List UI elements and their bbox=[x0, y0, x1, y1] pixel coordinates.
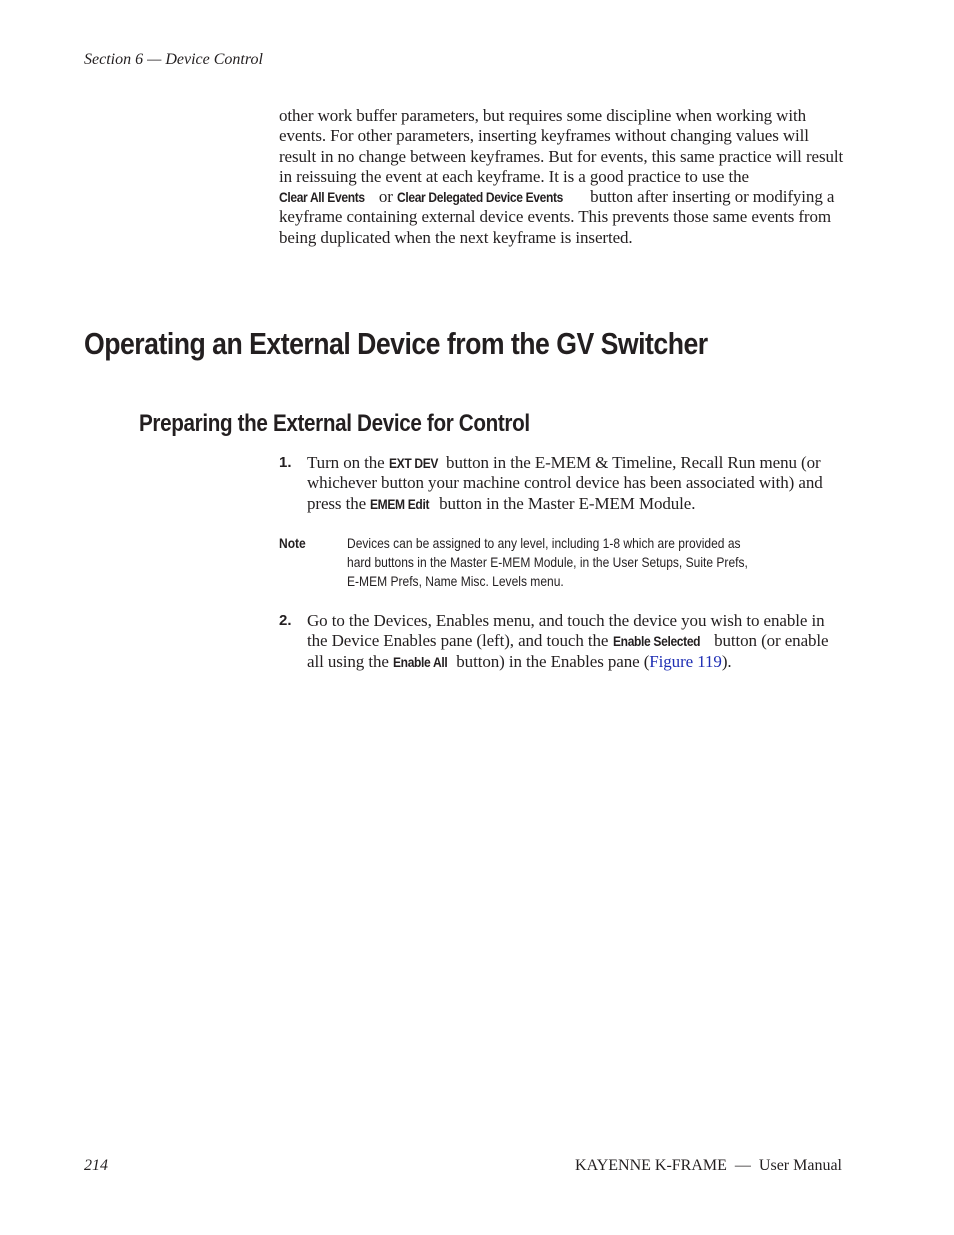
page-number: 214 bbox=[84, 1157, 108, 1174]
figure-119-link[interactable]: Figure 119 bbox=[649, 651, 722, 671]
step-text: Turn on the EXT DEV button in the E-MEM & Timeline, Recall Run menu (or whichever button your machine control device has been associated with) and press the EMEM Edit button in the Master E-MEM Module. bbox=[307, 453, 823, 513]
enable-all-label: Enable All bbox=[392, 653, 448, 670]
intro-text-2: or bbox=[374, 187, 397, 207]
manual-title: KAYENNE K-FRAME — User Manual bbox=[575, 1157, 842, 1174]
intro-paragraph bbox=[279, 106, 844, 248]
ext-dev-label: EXT DEV bbox=[388, 455, 438, 471]
intro-text-3: button after inserting or modifying a keyframe containing external device events. This prevents those same events from being duplicated when the next keyframe is inserted. bbox=[279, 187, 835, 247]
section-heading: Operating an External Device from the GV Switcher bbox=[84, 326, 708, 361]
running-header: Section 6 — Device Control bbox=[84, 51, 263, 68]
clear-delegated-device-events-label: Clear Delegated Device Events bbox=[396, 189, 563, 206]
subsection-heading: Preparing the External Device for Control bbox=[139, 410, 530, 437]
enable-selected-label: Enable Selected bbox=[612, 633, 700, 650]
note-label: Note bbox=[279, 535, 306, 551]
note-text: Devices can be assigned to any level, including 1-8 which are provided as hard buttons in the Master E-MEM Module, in the User Setups, Suite Prefs, E-MEM Prefs, Name Misc. Levels menu. bbox=[347, 535, 748, 589]
step-text: Go to the Devices, Enables menu, and touch the device you wish to enable in the Device Enables pane (left), and touch the Enable Selected button (or enable all using the Enable All button) in the Enables pane (Figure 119). bbox=[307, 611, 829, 671]
step-number: 2. bbox=[279, 612, 292, 629]
intro-text-1: other work buffer parameters, but requires some discipline when working with events. For other parameters, inserting keyframes without changing values will result in no change between keyframes. But for events, this same practice will result in reissuing the event at each keyframe. It is a good practice to use the bbox=[279, 106, 844, 186]
emem-edit-label: EMEM Edit bbox=[370, 495, 430, 512]
clear-all-events-label: Clear All Events bbox=[279, 189, 365, 206]
step-number: 1. bbox=[279, 454, 292, 471]
